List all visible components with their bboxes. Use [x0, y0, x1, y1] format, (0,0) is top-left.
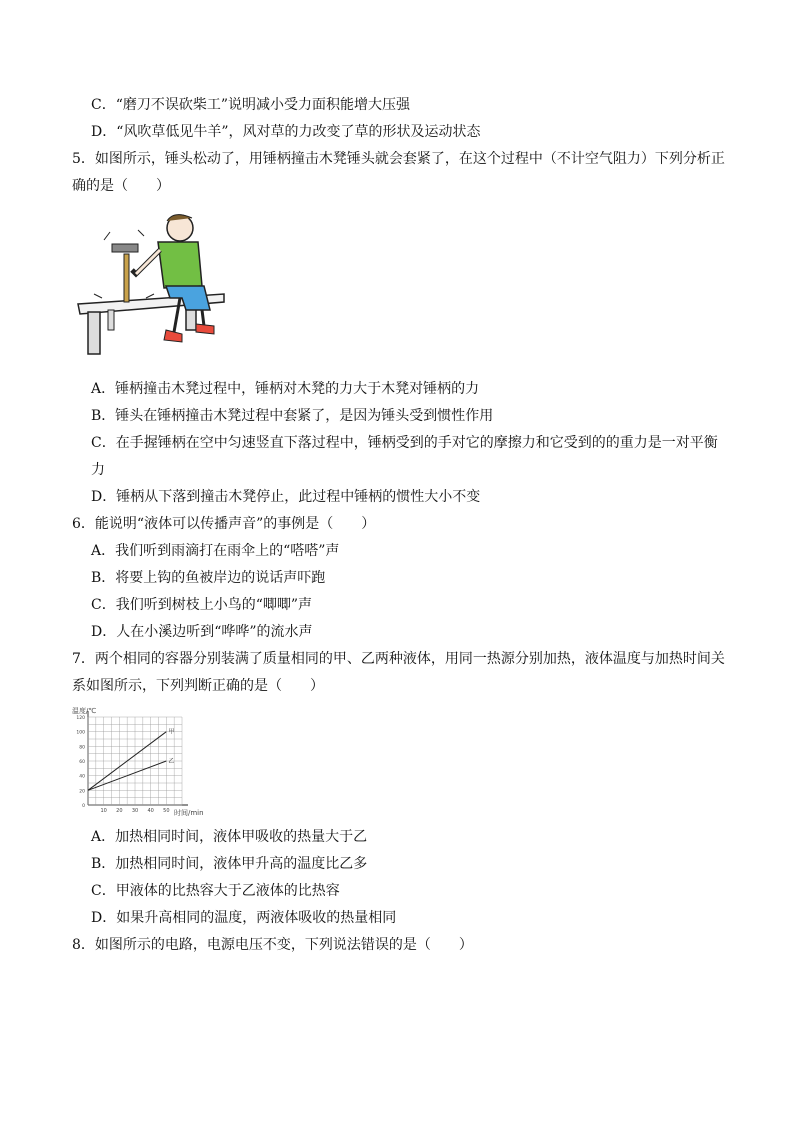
temperature-time-chart — [70, 703, 204, 817]
chart-ylabel: 温度/℃ — [72, 707, 97, 715]
y-tick-label: 80 — [79, 745, 85, 751]
q5-option-b: B．锤头在锤柄撞击木凳过程中套紧了，是因为锤头受到惯性作用 — [91, 408, 494, 424]
q7-option-c: C．甲液体的比热容大于乙液体的比热容 — [91, 883, 340, 899]
y-tick-label: 40 — [79, 774, 85, 780]
y-tick-label: 20 — [79, 789, 85, 795]
q4-option-c: C．“磨刀不误砍柴工”说明减小受力面积能增大压强 — [91, 97, 411, 113]
q7-option-d: D．如果升高相同的温度，两液体吸收的热量相同 — [91, 910, 397, 926]
q6-option-c: C．我们听到树枝上小鸟的“唧唧”声 — [91, 597, 313, 613]
q5-stem-line2: 确的是（ ） — [72, 178, 170, 194]
q7-stem-line2: 系如图所示，下列判断正确的是（ ） — [72, 678, 324, 694]
y-tick-label: 120 — [76, 716, 85, 721]
x-tick-label: 40 — [147, 808, 154, 814]
q7-stem-line1: 7．两个相同的容器分别装满了质量相同的甲、乙两种液体，用同一热源分别加热，液体温度与加热时间关 — [72, 651, 725, 667]
q6-option-b: B．将要上钩的鱼被岸边的说话声吓跑 — [91, 570, 326, 586]
q5-option-a: A．锤柄撞击木凳过程中，锤柄对木凳的力大于木凳对锤柄的力 — [91, 381, 480, 397]
q4-option-d: D．“风吹草低见牛羊”，风对草的力改变了草的形状及运动状态 — [91, 124, 481, 140]
x-tick-label: 30 — [131, 808, 139, 814]
q5-option-d: D．锤柄从下落到撞击木凳停止，此过程中锤柄的惯性大小不变 — [91, 489, 481, 505]
series-label: 乙 — [168, 758, 175, 765]
y-tick-label: 60 — [79, 760, 85, 765]
q5-option-c-line2: 力 — [91, 462, 105, 478]
q7-option-a: A．加热相同时间，液体甲吸收的热量大于乙 — [91, 829, 368, 845]
y-tick-label: 100 — [76, 730, 85, 736]
chart-xlabel: 时间/min — [174, 809, 204, 817]
q7-option-b: B．加热相同时间，液体甲升高的温度比乙多 — [91, 856, 368, 872]
q5-stem-line1: 5．如图所示，锤头松动了，用锤柄撞击木凳锤头就会套紧了，在这个过程中（不计空气阻力）下列分析正 — [72, 151, 725, 167]
x-tick-label: 20 — [116, 808, 123, 814]
q5-option-c-line1: C．在手握锤柄在空中匀速竖直下落过程中，锤柄受到的手对它的摩擦力和它受到的的重力是一对平衡 — [91, 435, 718, 451]
q6-option-a: A．我们听到雨滴打在雨伞上的“嗒嗒”声 — [91, 543, 340, 559]
x-tick-label: 50 — [163, 808, 170, 814]
series-label: 甲 — [168, 728, 175, 736]
hammer-bench-illustration — [74, 206, 224, 356]
q8-stem: 8．如图所示的电路，电源电压不变，下列说法错误的是（ ） — [72, 937, 473, 953]
x-tick-label: 10 — [100, 808, 107, 814]
q6-option-d: D．人在小溪边听到“哗哗”的流水声 — [91, 624, 313, 640]
y-tick-label: 0 — [82, 804, 85, 809]
q6-stem: 6．能说明“液体可以传播声音”的事例是（ ） — [72, 516, 376, 532]
